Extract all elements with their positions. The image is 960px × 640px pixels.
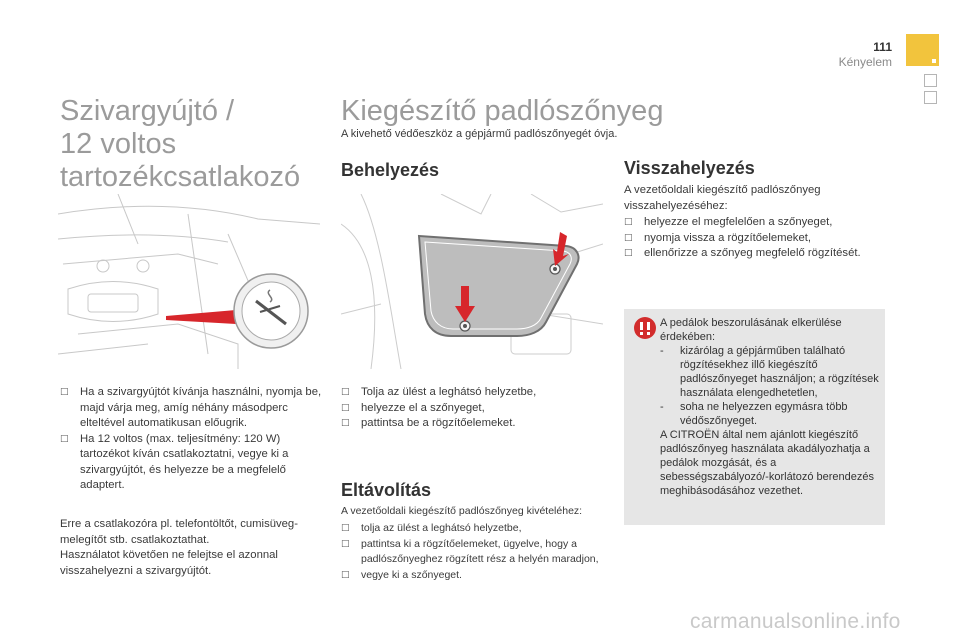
list-item: □ helyezze el a szőnyeget,	[341, 401, 603, 417]
cigarette-lighter-illustration	[58, 194, 320, 369]
list-item: □ vegye ki a szőnyeget.	[341, 568, 611, 584]
removal-heading: Eltávolítás	[341, 480, 432, 500]
cigarette-lighter-title: Szivargyújtó / 12 voltos tartozékcsatlakozó	[60, 95, 301, 193]
lighter-instructions	[60, 385, 322, 494]
list-item: □ Ha a szivargyújtót kívánja használni, nyomja be, majd várja meg, amíg néhány másodperc elteltével automatikusan előugrik.	[60, 385, 322, 432]
tab-marker	[924, 74, 937, 87]
install-heading: Behelyezés	[341, 160, 440, 180]
list-item: □ pattintsa be a rögzítőelemeket.	[341, 416, 603, 432]
list-item: □ tolja az ülést a leghátsó helyzetbe,	[341, 521, 611, 537]
list-item: □ helyezze el megfelelően a szőnyeget,	[624, 215, 894, 231]
section-tab	[906, 34, 939, 66]
warning-text: A pedálok beszorulásának elkerülése érdekében: - kizárólag a gépjárműben található rögzítésekhez illő kiegészítő padlószőnyeget használjon; a rögzítések használata elengedhetetlen, - soha ne helyezzen egymásra több védőszőnyeget. A CITROËN által nem ajánlott kiegészítő padlószőnyeg használata akadályozhatja a pedálok mozgását, és a sebességszabályozó/-korlátozó berendezés meghibásodásához vezethet.	[660, 317, 879, 497]
floor-mat-illustration	[341, 194, 603, 369]
refit-steps	[624, 215, 894, 262]
lighter-note: Erre a csatlakozóra pl. telefontöltőt, cumisüveg-melegítőt stb. csatlakoztathat.	[60, 518, 298, 546]
refit-heading: Visszahelyezés	[624, 158, 755, 178]
section-name: Kényelem	[838, 55, 892, 69]
list-item: □ Ha 12 voltos (max. teljesítmény: 120 W) tartozékot kíván csatlakoztatni, vegye ki a szivargyújtót, és helyezze be a megfelelő adaptert.	[60, 432, 322, 494]
list-item: □ Tolja az ülést a leghátsó helyzetbe,	[341, 385, 603, 401]
warning-icon	[634, 317, 656, 339]
lighter-after-use: Használatot követően ne felejtse el azonnal visszahelyezni a szivargyújtót.	[60, 549, 278, 577]
list-item: □ pattintsa ki a rögzítőelemeket, ügyelve, hogy a padlószőnyeghez rögzített rész a helyén maradjon,	[341, 537, 611, 568]
refit-intro: A vezetőoldali kiegészítő padlószőnyeg visszahelyezéséhez:	[624, 184, 821, 212]
warning-box	[624, 309, 885, 525]
list-item: □ ellenőrizze a szőnyeg megfelelő rögzítését.	[624, 246, 894, 262]
floor-mat-subtitle: A kivehető védőeszköz a gépjármű padlószőnyegét óvja.	[341, 128, 618, 140]
watermark: carmanualsonline.info	[690, 610, 901, 633]
removal-steps	[341, 521, 611, 583]
install-steps	[341, 385, 603, 432]
floor-mat-title: Kiegészítő padlószőnyeg	[341, 95, 664, 127]
page-number: 111	[873, 40, 892, 54]
tab-marker	[924, 91, 937, 104]
list-item: □ nyomja vissza a rögzítőelemeket,	[624, 231, 894, 247]
removal-intro: A vezetőoldali kiegészítő padlószőnyeg kivételéhez:	[341, 505, 583, 517]
